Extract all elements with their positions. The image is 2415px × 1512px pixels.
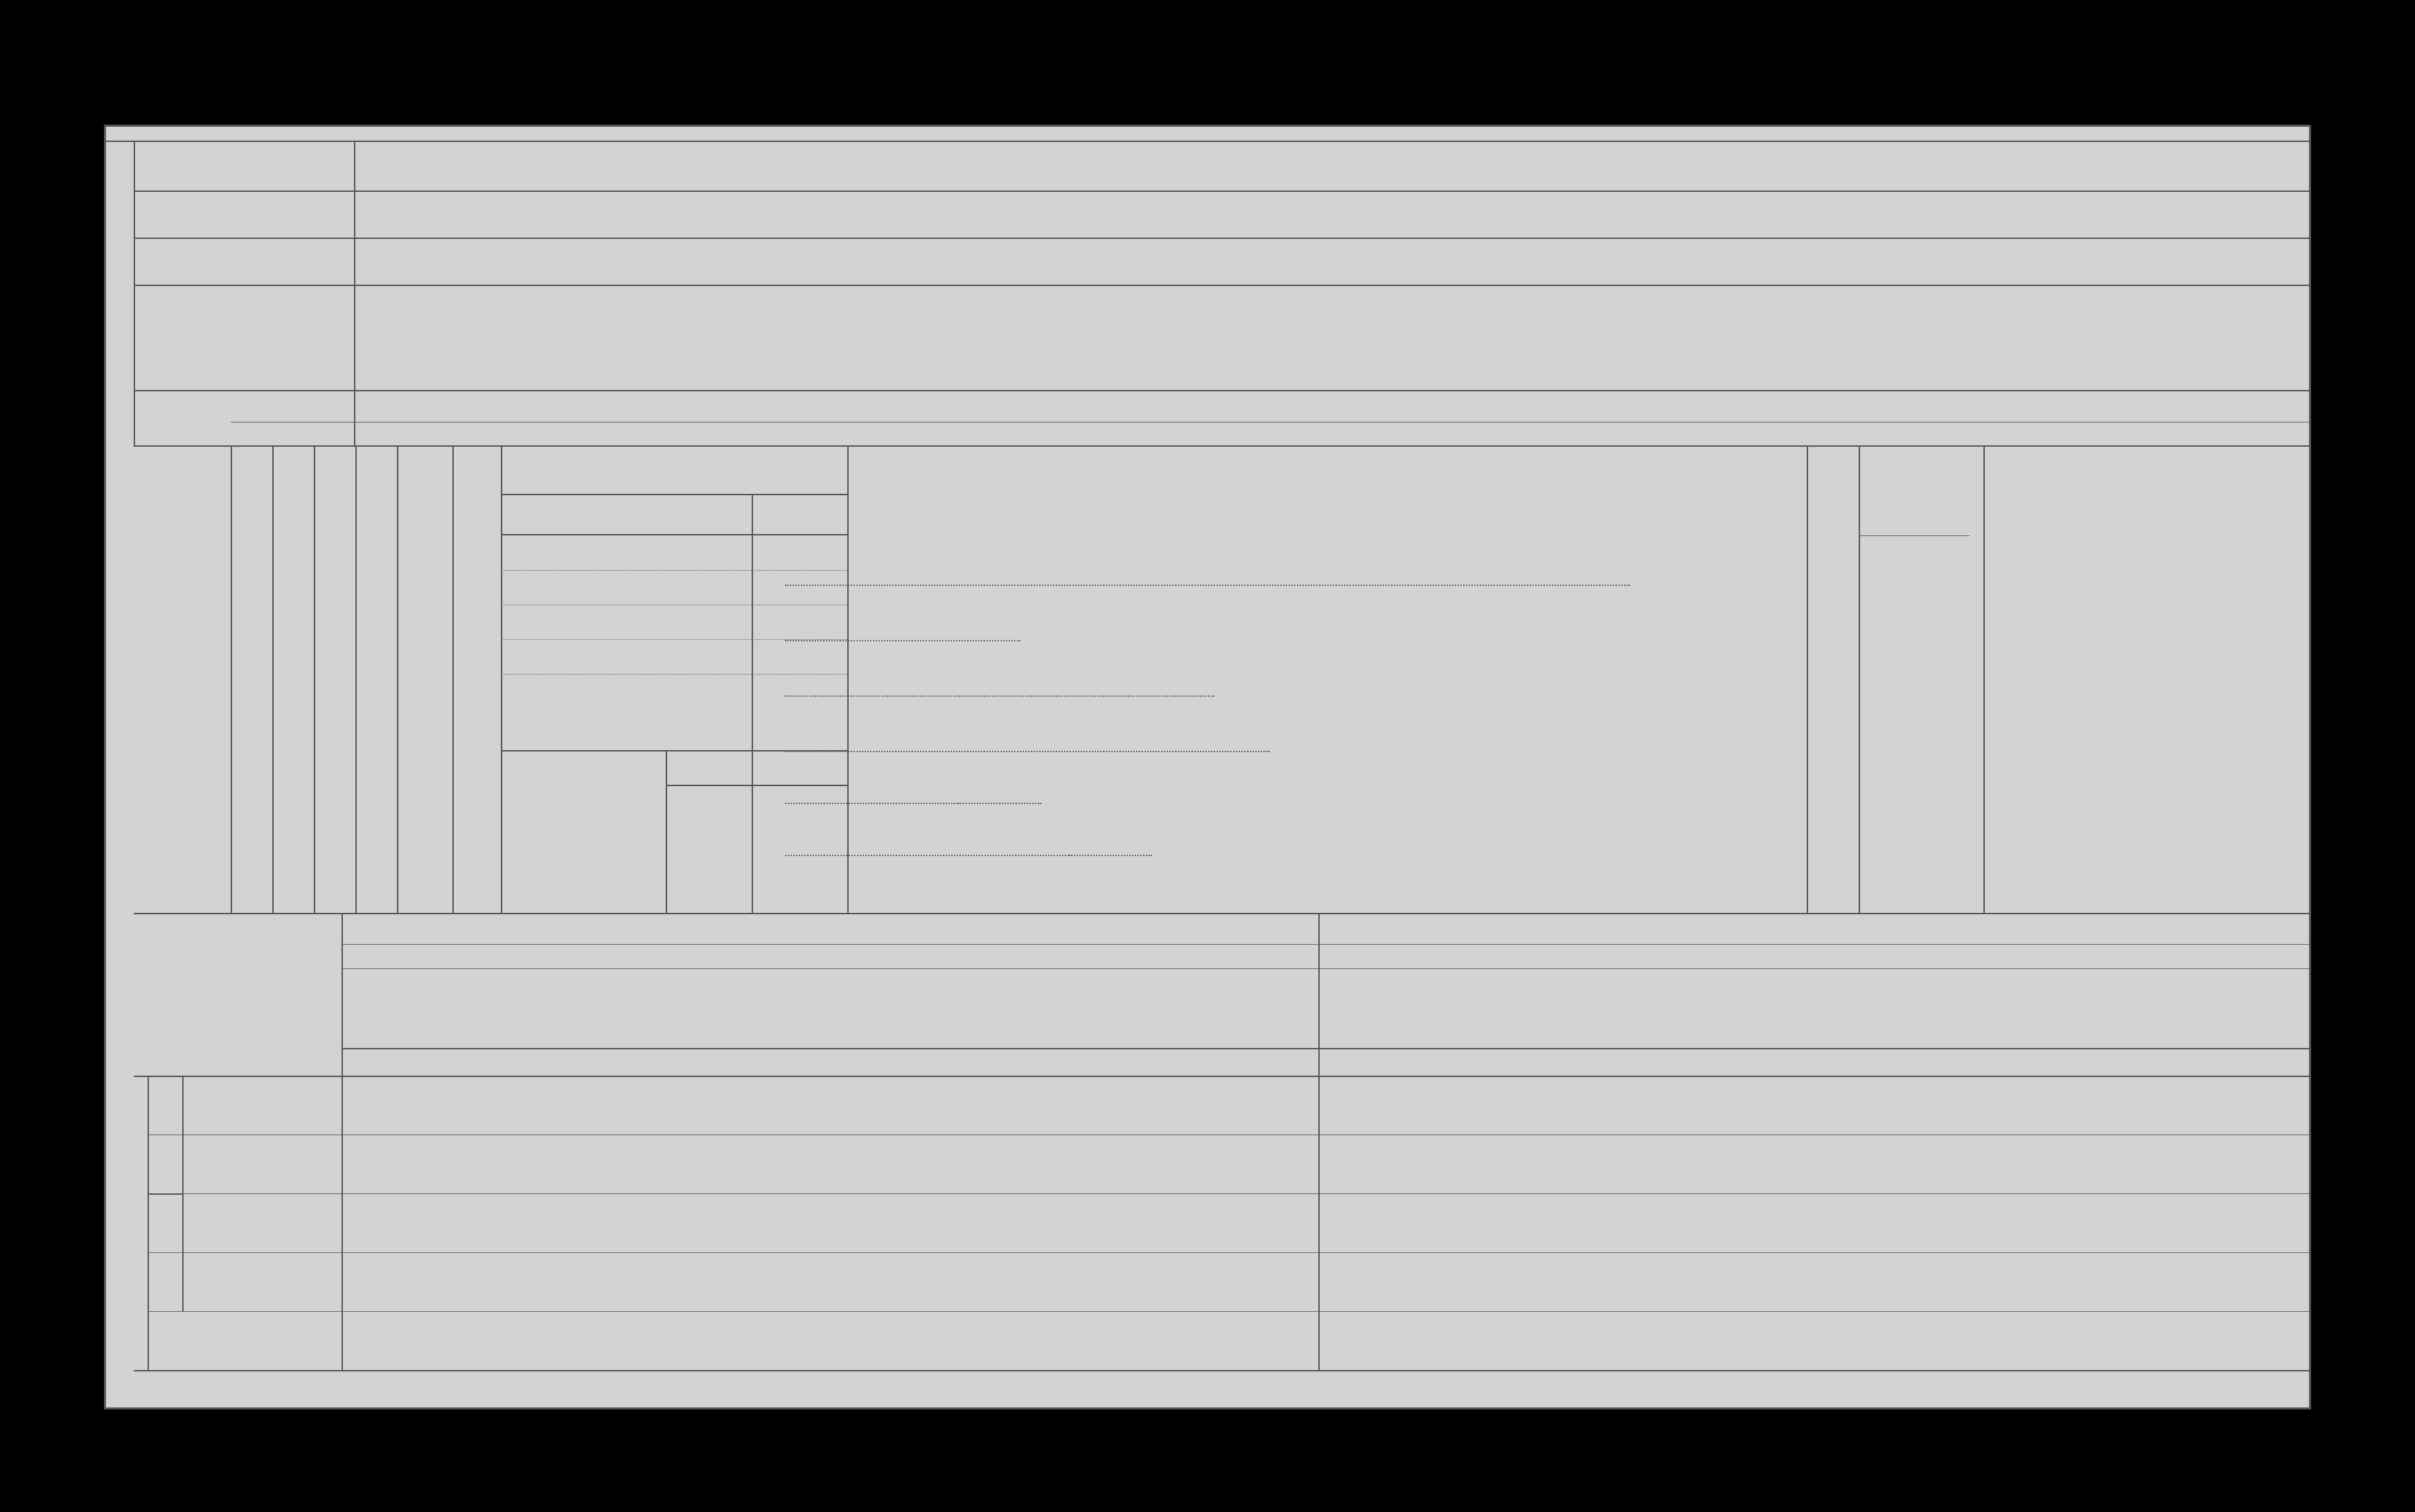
- question-farming: [785, 736, 1270, 756]
- question-other-land: [785, 625, 1020, 646]
- question-land-type: [785, 681, 1214, 701]
- question-village: [785, 788, 1041, 808]
- population-label: [1812, 459, 1846, 902]
- zhenshchiny-label: [1900, 605, 1921, 695]
- left-margin-label-2: [109, 1221, 130, 1277]
- muzhchiny-label: [1900, 722, 1921, 826]
- group-vne: [153, 1200, 179, 1304]
- question-market: [785, 840, 1152, 860]
- question-owner-b: [785, 570, 1630, 590]
- group-nadel: [153, 1083, 179, 1186]
- census-card: [104, 125, 2311, 1409]
- hired-workers-label: [459, 459, 494, 902]
